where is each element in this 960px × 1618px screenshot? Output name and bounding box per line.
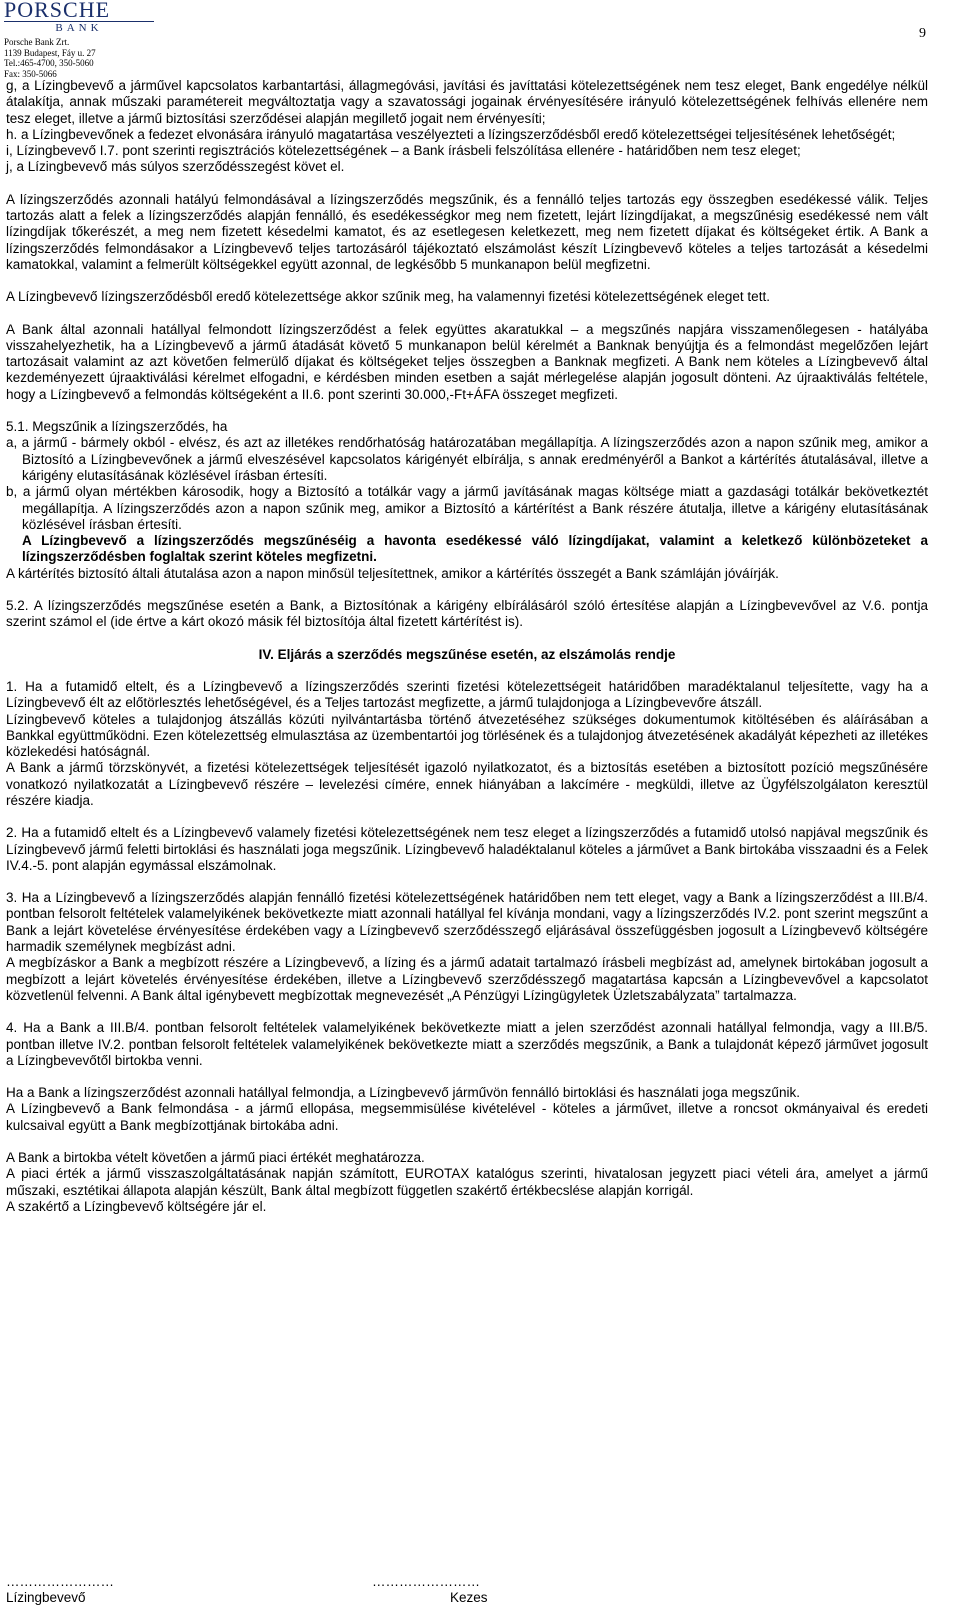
signature-dots: …………………… — [6, 1574, 114, 1589]
section-iv-4: 4. Ha a Bank a III.B/4. pontban felsorolt feltételek valamelyikének bekövetkezte miatt a jelen szerződést azonnali hatállyal felmondja, vagy a III.B/5. pontban illetve IV.2. pontban felsorolt feltételek valamelyikének bekövetkezte miatt a szerződés megszűnik, a Bank a tulajdonát képező járművet jogosult a Lízingbevevőtől birtokba venni. — [6, 1020, 928, 1068]
section-5-1-b: b, a jármű olyan mértékben károsodik, hogy a Biztosító a totálkár vagy a jármű javításának magas költsége miatt a gazdasági totálkár bekövetkeztét megállapítja. A lízingszerződés azon a napon szűnik meg, amikor a Biztosító a kártérítést a Bank részére átutalja, illetve a kárigény elutasításának közlésével írásban értesíti. — [6, 484, 928, 532]
section-iv-4-handover: A Lízingbevevő a Bank felmondása - a jármű ellopása, megsemmisülése kivételével - köteles a járművet, illetve a roncsot okmányaival és eredeti kulcsaival együtt a Bank megbízottjának birtokába adni. — [6, 1101, 928, 1133]
paragraph-j: j, a Lízingbevevő más súlyos szerződésszegést követ el. — [6, 159, 345, 175]
paragraph-g: g, a Lízingbevevő a járművel kapcsolatos karbantartási, állagmegóvási, javítási és javíttatási kötelezettségének nem tesz eleget, Bank engedélye nélkül átalakítja, annak műszaki paramétereit megváltoztatja vagy a szavatossági jogainak érvényesítésére irányuló kötelezettségének felhívás ellenére nem tesz eleget, illetve a jármű biztosítási szerződései alapján megillető jogait nem érvényesíti; — [6, 78, 928, 126]
company-name: Porsche Bank Zrt. — [4, 37, 70, 47]
section-iv-1-documents: A Bank a jármű törzskönyvét, a fizetési kötelezettségek teljesítését igazoló nyilatkozatot, és a biztosítás esetében a biztosított pozíció megszűnésére vonatkozó nyilatkozatát a Lízingbevevő részére – levelezési címére, ennek hiányában a lakcímére - megküldi, illetve az Ügyfélszolgálaton keresztül részére kiadja. — [6, 760, 928, 808]
section-iv-heading: IV. Eljárás a szerződés megszűnése esetén, az elszámolás rendje — [258, 646, 676, 662]
section-5-2: 5.2. A lízingszerződés megszűnése esetén a Bank, a Biztosítónak a kárigény elbírálásáról szóló értesítése alapján a Lízingbevevővel az V.6. pontja szerint számol el (ide értve a kárt okozó másik fél biztosítója által fizetett kártérítést is). — [6, 598, 928, 630]
section-5-1-bold-note: A Lízingbevevő a lízingszerződés megszűnéséig a havonta esedékessé váló lízingdíjakat, valamint a keletkező különbözeteket a lízingszerződésben foglaltak szerint köteles megfizetni. — [22, 533, 928, 565]
company-info — [4, 37, 164, 79]
bank-logo — [4, 0, 164, 79]
section-5-1-a: a, a jármű - bármely okból - elvész, és azt az illetékes rendőrhatóság határozatában megállapítja. A lízingszerződés azon a napon szűnik meg, amikor a Biztosító a Lízingbevevőnek a jármű elveszésével kapcsolatos kárigényét elbírálja, s annak eredményéről a Bankot a kártérítés átutalásával, illetve a kárigény elutasításának közlésével írásban értesíti. — [6, 435, 928, 483]
document-body — [6, 78, 928, 1215]
paragraph-termination: A lízingszerződés azonnali hatályú felmondásával a lízingszerződés megszűnik, és a fennálló teljes tartozás egy összegben esedékessé válik. Teljes tartozás alatt a felek a lízingszerződés alapján fennálló, és esedékességkor meg nem fizetett, lejárt lízingdíjakat, a megszűnésig esedékessé nem vált lízingdíjak tőkerészét, a meg nem fizetett késedelmi kamatot, és az esetlegesen keletkezett, meg nem fizetett díjakat és költségeket értik. A Bank a lízingszerződés felmondásakor a Lízingbevevő teljes tartozásáról tájékoztató elszámolást készít Lízingbevevő köteles a teljes tartozását a késedelmi kamatokkal, valamint a felmerült költségekkel együtt azonnal, de legkésőbb 5 munkanapon belül megfizetni. — [6, 191, 928, 272]
section-iv-4-immediate: Ha a Bank a lízingszerződést azonnali hatállyal felmondja, a Lízingbevevő járművön fennálló birtoklási és használati joga megszűnik. — [6, 1085, 800, 1101]
section-5-1-transfer: A kártérítés biztosító általi átutalása azon a napon minősül teljesítettnek, amikor a kártérítés összegét a Bank számláján jóváírják. — [6, 565, 779, 581]
signature-dots: …………………… — [372, 1574, 480, 1589]
paragraph-h: h. a Lízingbevevőnek a fedezet elvonására irányuló magatartása veszélyezteti a lízingszerződésből eredő kötelezettségei teljesítésének lehetőségét; — [6, 126, 896, 142]
section-iv-1: 1. Ha a futamidő eltelt, és a Lízingbevevő a lízingszerződés szerinti fizetési kötelezettségeit határidőben maradéktalanul teljesítette, vagy ha a Lízingbevevő élt az előtörlesztés lehetőségével, és a Teljes tartozást megfizette, a jármű tulajdonjoga a Lízingbevevőre átszáll. — [6, 678, 928, 711]
paragraph-reinstatement: A Bank által azonnali hatállyal felmondott lízingszerződést a felek együttes akaratukkal – a megszűnés napjára visszamenőlegesen - hatályába visszahelyezhetik, ha a Lízingbevevő a jármű átadását követő 5 munkanapon belül kérelmét a Banknak benyújtja és a felmondást megelőzően lejárt tartozásait valamint az azt követően felmerülő díjakat és költségeket teljes összegben a Banknak megfizeti. A Bank nem köteles a Lízingbevevő által kezdeményezett újraaktiválási kérelmet elfogadni, e kérdésben minden esetben a saját mérlegelése alapján jogosult dönteni. Az újraaktiválás feltétele, hogy a Lízingbevevő a felmondás költségeként a II.6. pont szerinti 30.000,-Ft+ÁFA összeget megfizeti. — [6, 321, 928, 402]
paragraph-obligation-end: A Lízingbevevő lízingszerződésből eredő kötelezettsége akkor szűnik meg, ha valamennyi fizetési kötelezettségének eleget tett. — [6, 289, 770, 305]
section-5-1-heading: 5.1. Megszűnik a lízingszerződés, ha — [6, 419, 228, 435]
section-iv-4-market-value: A Bank a birtokba vételt követően a jármű piaci értékét meghatározza. — [6, 1150, 425, 1166]
signature-guarantor — [372, 1574, 488, 1606]
section-iv-3-mandate: A megbízáskor a Bank a megbízott részére a Lízingbevevő, a lízing és a jármű adatait tartalmazó írásbeli megbízást ad, amelynek birtokában jogosult a megbízott a lejárt követelés érvényesítése érdekében, illetve a Lízingbevevő szerződésszegő magatartása kapcsán a Lízingbevevővel a kapcsolatot közvetlenül felvenni. A Bank által igénybevett megbízottak megnevezését „A Pénzügyi Lízingügyletek Üzletszabályzata” tartalmazza. — [6, 955, 928, 1003]
company-address: 1139 Budapest, Fáy u. 27 — [4, 47, 96, 58]
company-fax: Fax: 350-5066 — [4, 68, 57, 79]
company-tel: Tel.:465-4700, 350-5060 — [4, 58, 94, 68]
signature-lessee — [6, 1574, 114, 1606]
logo-subtitle: BANK — [4, 21, 154, 35]
section-iv-4-market-price: A piaci érték a jármű visszaszolgáltatásának napján számított, EUROTAX katalógus szerinti, hivatalosan jegyzett piaci vételi ára, amelyet a jármű műszaki, esztétikai állapota alapján készült, Bank által megbízott független szakértő értékbecslése alapján korrigál. — [6, 1166, 928, 1198]
signature-label-lessee: Lízingbevevő — [6, 1590, 86, 1605]
signature-label-guarantor: Kezes — [450, 1590, 488, 1605]
section-iv-1-cooperation: Lízingbevevő köteles a tulajdonjog átszállás közúti nyilvántartásba történő átvezetéséhez szükséges dokumentumok kitöltésében és aláírásában a Bankkal együttműködni. Ezen kötelezettség elmulasztása az üzembentartói jog törlésének és a tulajdonjog átvezetésének akadályát képezheti az illetékes közlekedési hatóságnál. — [6, 711, 928, 760]
section-iv-3: 3. Ha a Lízingbevevő a lízingszerződés alapján fennálló fizetési kötelezettségének határidőben nem tett eleget, vagy a Bank a lízingszerződést a III.B/4. pontban felsorolt feltételek valamelyikének bekövetkezte miatt azonnali hatállyal fel kívánja mondani, vagy a lízingszerződés IV.2. pont szerint megszűnt a Bank a lejárt követelése érvényesítése érdekében vagy a Lízingbevevő szerződésszegő eljárásával összefüggésben jogosult a Lízingbevevő költségére harmadik személynek megbízást adni. — [6, 890, 928, 955]
section-iv-2: 2. Ha a futamidő eltelt és a Lízingbevevő valamely fizetési kötelezettségének nem tesz eleget a lízingszerződés a futamidő utolsó napjával megszűnik és Lízingbevevő jármű feletti birtoklási és használati joga megszűnik. Lízingbevevő haladéktalanul köteles a járművet a Bank birtokába visszaadni és a Felek IV.4.-5. pont alapján egymással elszámolnak. — [6, 825, 928, 873]
section-iv-4-expert: A szakértő a Lízingbevevő költségére jár el. — [6, 1198, 267, 1214]
page-number: 9 — [919, 26, 926, 41]
paragraph-i: i, Lízingbevevő I.7. pont szerinti regisztrációs kötelezettségének – a Bank írásbeli felszólítása ellenére - határidőben nem tesz eleget; — [6, 143, 801, 159]
logo-name: PORSCHE — [4, 0, 111, 22]
